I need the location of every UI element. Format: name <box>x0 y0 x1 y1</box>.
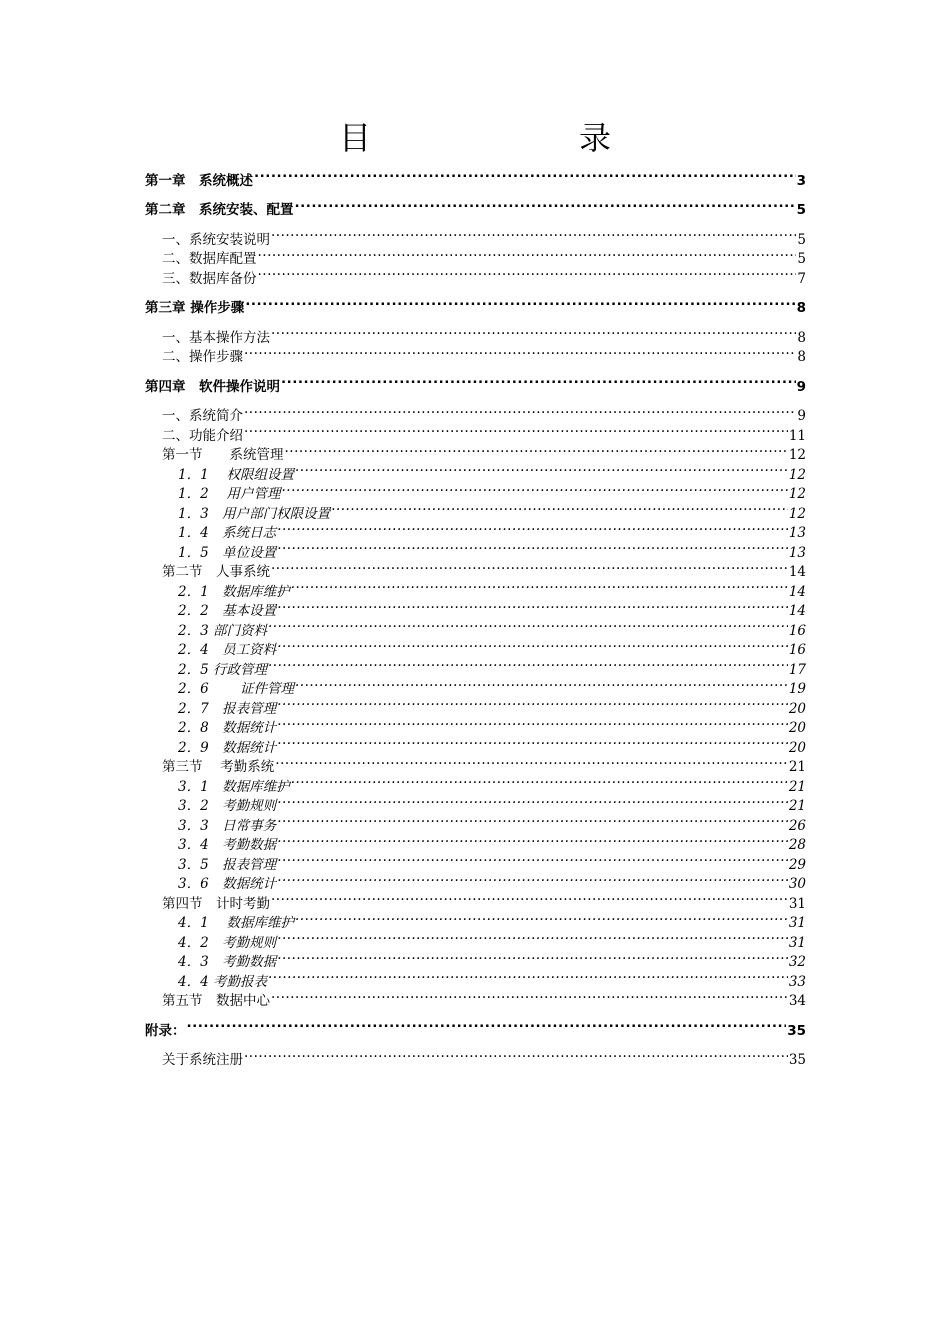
toc-leader-dots <box>277 810 788 830</box>
toc-entry-label: 第五节 数据中心 <box>162 993 270 1009</box>
toc-entry-page: 26 <box>788 817 806 834</box>
toc-leader-dots <box>271 224 796 244</box>
toc-entry-label: 第二章 系统安装、配置 <box>145 202 294 218</box>
toc-entry-label: 1．1 权限组设置 <box>178 466 294 483</box>
toc-entry-label: 第四章 软件操作说明 <box>145 378 280 395</box>
toc-leader-dots <box>277 849 788 869</box>
toc-entry-label: 2．1 数据库维护 <box>178 583 290 600</box>
toc-entry-page: 12 <box>788 486 806 502</box>
toc-leader-dots <box>254 165 796 185</box>
toc-entry-label: 第一节 系统管理 <box>162 447 284 463</box>
toc-leader-dots <box>281 479 787 499</box>
toc-leader-dots <box>244 1045 788 1065</box>
toc-entry-page: 30 <box>788 876 806 892</box>
toc-entry-label: 二、操作步骤 <box>162 349 243 365</box>
toc-entry-page: 5 <box>796 202 806 218</box>
toc-entry-label: 2．6 证件管理 <box>178 681 294 697</box>
toc-entry[interactable] <box>145 224 806 248</box>
toc-leader-dots <box>277 518 788 538</box>
toc-entry-label: 3．3 日常事务 <box>178 817 277 834</box>
toc-entry-label: 2．8 数据统计 <box>178 720 277 736</box>
toc-entry-page: 17 <box>788 661 806 678</box>
toc-entry[interactable] <box>145 440 806 463</box>
toc-entry-page: 31 <box>788 915 806 931</box>
toc-entry[interactable] <box>145 293 806 316</box>
toc-leader-dots <box>271 986 788 1006</box>
toc-entry-page: 16 <box>788 622 806 639</box>
toc-entry-page: 8 <box>796 300 806 316</box>
toc-entry-label: 4．1 数据库维护 <box>178 915 294 931</box>
toc-entry-page: 14 <box>788 583 806 600</box>
toc-entry-label: 4．3 考勤数据 <box>178 954 277 970</box>
toc-entry-label: 4．2 考勤规则 <box>178 934 277 951</box>
table-of-contents <box>145 165 806 1068</box>
toc-leader-dots <box>277 947 788 967</box>
toc-entry-page: 11 <box>788 427 806 444</box>
toc-leader-dots <box>331 498 788 518</box>
toc-entry-page: 7 <box>797 270 806 287</box>
toc-entry-page: 9 <box>796 378 806 395</box>
toc-entry-label: 2．2 基本设置 <box>178 603 277 619</box>
toc-entry-label: 二、数据库配置 <box>162 251 257 267</box>
toc-leader-dots <box>258 244 797 264</box>
toc-entry-page: 31 <box>788 895 806 912</box>
toc-entry[interactable] <box>145 195 806 218</box>
toc-entry-label: 第三章 操作步骤 <box>145 300 245 316</box>
toc-entry-label: 1．4 系统日志 <box>178 525 277 541</box>
toc-entry-page: 9 <box>797 408 806 424</box>
toc-entry-label: 3．5 报表管理 <box>178 856 277 873</box>
toc-entry-label: 第四节 计时考勤 <box>162 895 270 912</box>
toc-entry-label: 一、系统安装说明 <box>162 231 270 248</box>
toc-leader-dots <box>244 401 796 421</box>
toc-leader-dots <box>268 615 788 635</box>
toc-entry-page: 21 <box>788 759 806 775</box>
toc-entry-label: 一、系统简介 <box>162 408 243 424</box>
toc-entry[interactable] <box>145 322 806 346</box>
toc-leader-dots <box>295 908 788 928</box>
toc-leader-dots <box>277 635 788 655</box>
toc-entry-page: 20 <box>788 720 806 736</box>
toc-leader-dots <box>271 888 788 908</box>
toc-entry-label: 3．6 数据统计 <box>178 876 277 892</box>
toc-entry-page: 5 <box>797 231 806 248</box>
toc-entry-page: 21 <box>788 798 806 814</box>
toc-leader-dots <box>275 752 788 772</box>
toc-entry-page: 21 <box>788 778 806 795</box>
toc-entry-page: 12 <box>788 466 806 483</box>
toc-entry-page: 34 <box>788 993 806 1009</box>
toc-entry-page: 19 <box>788 681 806 697</box>
toc-entry[interactable] <box>145 1045 806 1068</box>
toc-entry-label: 关于系统注册 <box>162 1052 243 1068</box>
toc-leader-dots <box>295 674 788 694</box>
toc-leader-dots <box>271 557 788 577</box>
toc-leader-dots <box>277 869 788 889</box>
toc-leader-dots <box>277 830 788 850</box>
toc-entry-page: 29 <box>788 856 806 873</box>
toc-entry[interactable] <box>145 165 806 189</box>
toc-entry-label: 三、数据库备份 <box>162 270 257 287</box>
toc-leader-dots <box>277 927 788 947</box>
toc-leader-dots <box>291 576 788 596</box>
toc-entry-page: 5 <box>797 251 806 267</box>
toc-entry[interactable] <box>145 401 806 424</box>
toc-leader-dots <box>245 293 795 313</box>
toc-entry-label: 附录： <box>145 1022 186 1039</box>
toc-leader-dots <box>277 791 788 811</box>
toc-entry-page: 14 <box>788 564 806 580</box>
toc-entry-label: 一、基本操作方法 <box>162 329 270 346</box>
toc-entry-label: 1．5 单位设置 <box>178 544 277 561</box>
toc-entry-page: 13 <box>788 544 806 561</box>
toc-entry-label: 3．4 考勤数据 <box>178 837 277 853</box>
toc-entry-page: 8 <box>797 349 806 365</box>
toc-leader-dots <box>277 713 788 733</box>
toc-leader-dots <box>187 1015 787 1035</box>
toc-leader-dots <box>258 263 797 283</box>
toc-entry-label: 1．3 用户部门权限设置 <box>178 505 331 522</box>
toc-entry-page: 12 <box>788 505 806 522</box>
toc-leader-dots <box>268 654 788 674</box>
toc-leader-dots <box>244 342 796 362</box>
toc-leader-dots <box>271 322 796 342</box>
toc-leader-dots <box>277 732 788 752</box>
toc-leader-dots <box>281 371 796 391</box>
toc-entry-page: 12 <box>788 447 806 463</box>
toc-entry-label: 2．3 部门资料 <box>178 622 267 639</box>
toc-entry-label: 3．2 考勤规则 <box>178 798 277 814</box>
toc-leader-dots <box>295 459 788 479</box>
toc-leader-dots <box>277 693 788 713</box>
toc-entry-page: 28 <box>788 837 806 853</box>
toc-leader-dots <box>295 195 796 215</box>
toc-entry-label: 2．9 数据统计 <box>178 739 277 756</box>
toc-entry-page: 32 <box>788 954 806 970</box>
toc-entry[interactable] <box>145 420 806 444</box>
toc-entry-label: 2．5 行政管理 <box>178 661 267 678</box>
toc-entry-page: 8 <box>797 329 806 346</box>
toc-entry-page: 14 <box>788 603 806 619</box>
toc-entry-label: 4．4 考勤报表 <box>178 973 267 990</box>
toc-entry-label: 第三节 考勤系统 <box>162 759 275 775</box>
toc-entry-page: 3 <box>796 172 806 189</box>
toc-leader-dots <box>277 596 788 616</box>
toc-entry-label: 2．4 员工资料 <box>178 642 277 658</box>
toc-entry[interactable] <box>145 1015 806 1039</box>
toc-entry-page: 16 <box>788 642 806 658</box>
toc-leader-dots <box>268 966 788 986</box>
toc-entry-label: 第二节 人事系统 <box>162 564 270 580</box>
toc-entry[interactable] <box>145 342 806 365</box>
toc-leader-dots <box>277 537 788 557</box>
toc-entry-label: 二、功能介绍 <box>162 427 243 444</box>
toc-entry-label: 3．1 数据库维护 <box>178 778 290 795</box>
toc-leader-dots <box>285 440 788 460</box>
toc-entry-label: 1．2 用户管理 <box>178 486 281 502</box>
toc-entry-page: 31 <box>788 934 806 951</box>
toc-leader-dots <box>291 771 788 791</box>
toc-entry-page: 13 <box>788 525 806 541</box>
toc-leader-dots <box>244 420 788 440</box>
toc-entry-page: 35 <box>788 1052 806 1068</box>
toc-entry-page: 20 <box>788 739 806 756</box>
toc-entry-label: 2．7 报表管理 <box>178 700 277 717</box>
toc-entry-page: 20 <box>788 700 806 717</box>
page-title: 目 录 <box>338 119 659 157</box>
toc-entry[interactable] <box>145 371 806 395</box>
toc-entry-page: 33 <box>788 973 806 990</box>
toc-entry-page: 35 <box>787 1022 806 1039</box>
toc-entry-label: 第一章 系统概述 <box>145 172 253 189</box>
